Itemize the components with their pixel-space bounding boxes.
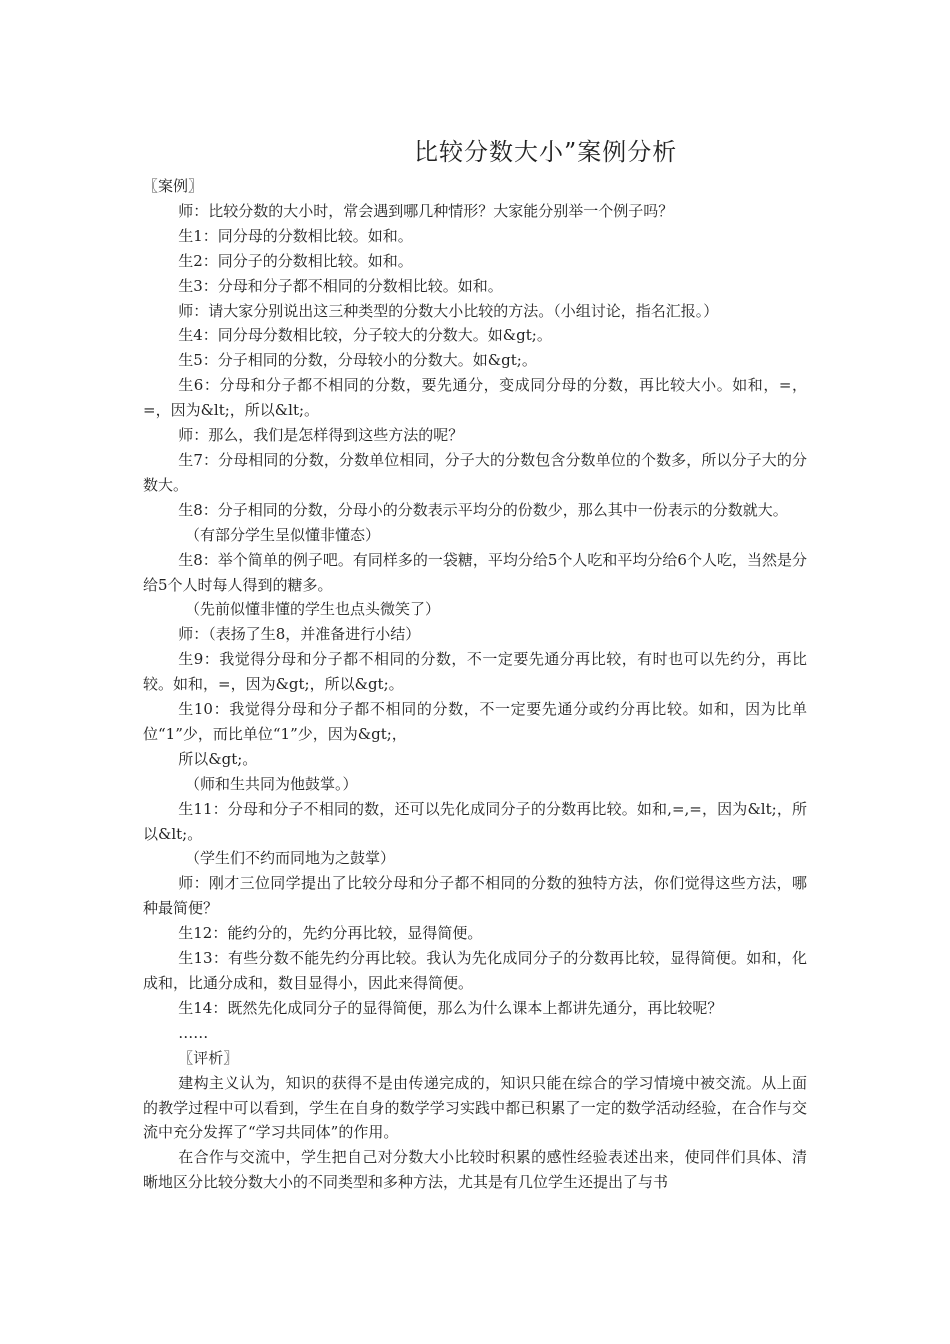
case-note: （师和生共同为他鼓掌。） <box>185 774 358 793</box>
case-line: 师：那么，我们是怎样得到这些方法的呢？ <box>178 426 464 445</box>
case-line: 生2：同分子的分数相比较。如和。 <box>178 251 413 270</box>
analysis-paragraph: 在合作与交流中，学生把自己对分数大小比较时积累的感性经验表述出来，使同伴们具体、清晰地区分比较分数大小的不同类型和多种方法，尤其是有几位学生还提出了与书 <box>143 1148 807 1192</box>
case-line: 生10：我觉得分母和分子都不相同的分数，不一定要先通分或约分再比较。如和，因为比单位“1”少，而比单位“1”少，因为&gt;， <box>143 700 807 743</box>
analysis-heading: 〖评析〗 <box>178 1048 239 1067</box>
document-body <box>143 174 807 1195</box>
case-line: 师：（表扬了生8，并准备进行小结） <box>178 625 421 644</box>
case-line: 师：刚才三位同学提出了比较分母和分子都不相同的分数的独特方法，你们觉得这些方法，哪种最简便？ <box>143 874 807 918</box>
analysis-paragraph: 建构主义认为，知识的获得不是由传递完成的，知识只能在综合的学习情境中被交流。从上面的教学过程中可以看到，学生在自身的数学学习实践中都已积累了一定的数学活动经验，在合作与交流中充分发挥了“学习共同体”的作用。 <box>143 1073 807 1142</box>
case-line: 生3：分母和分子都不相同的分数相比较。如和。 <box>178 276 503 295</box>
case-line: 所以&gt;。 <box>178 749 258 768</box>
case-ellipsis: …… <box>178 1023 209 1042</box>
case-line: 生14：既然先化成同分子的显得简便，那么为什么课本上都讲先通分，再比较呢？ <box>178 998 723 1017</box>
case-line: 生13：有些分数不能先约分再比较。我认为先化成同分子的分数再比较，显得简便。如和，化成和，比通分成和，数目显得小，因此来得简便。 <box>143 949 807 992</box>
case-note: （先前似懂非懂的学生也点头微笑了） <box>185 600 441 619</box>
case-line: 生4：同分母分数相比较，分子较大的分数大。如&gt;。 <box>178 326 552 345</box>
case-line: 生8：举个简单的例子吧。有同样多的一袋糖，平均分给5个人吃和平均分给6个人吃，当然是分给5个人时每人得到的糖多。 <box>143 550 807 594</box>
case-line: 生8：分子相同的分数，分母小的分数表示平均分的份数少，那么其中一份表示的分数就大。 <box>178 500 788 519</box>
case-line: 生1：同分母的分数相比较。如和。 <box>178 226 413 245</box>
case-heading: 〖案例〗 <box>143 177 204 195</box>
case-note: （有部分学生呈似懂非懂态） <box>185 525 381 544</box>
document-title: 比较分数大小”案例分析 <box>414 138 678 166</box>
case-line: 生9：我觉得分母和分子都不相同的分数，不一定要先通分再比较，有时也可以先约分，再比较。如和，=，因为&gt;，所以&gt;。 <box>143 650 807 694</box>
case-note: （学生们不约而同地为之鼓掌） <box>185 849 396 868</box>
case-line: 生5：分子相同的分数，分母较小的分数大。如&gt;。 <box>178 351 537 370</box>
case-line: 生11：分母和分子不相同的数，还可以先化成同分子的分数再比较。如和,=,=，因为&lt;，所以&lt;。 <box>143 799 807 843</box>
case-line: 师：比较分数的大小时，常会遇到哪几种情形？大家能分别举一个例子吗？ <box>178 201 674 220</box>
case-line: 生7：分母相同的分数，分数单位相同，分子大的分数包含分数单位的个数多，所以分子大的分数大。 <box>143 450 807 494</box>
case-line: 生12：能约分的，先约分再比较，显得简便。 <box>178 924 483 943</box>
case-line: 师：请大家分别说出这三种类型的分数大小比较的方法。（小组讨论，指名汇报。） <box>178 301 719 320</box>
case-line: 生6：分母和分子都不相同的分数，要先通分，变成同分母的分数，再比较大小。如和，=，=，因为&lt;，所以&lt;。 <box>143 376 807 420</box>
